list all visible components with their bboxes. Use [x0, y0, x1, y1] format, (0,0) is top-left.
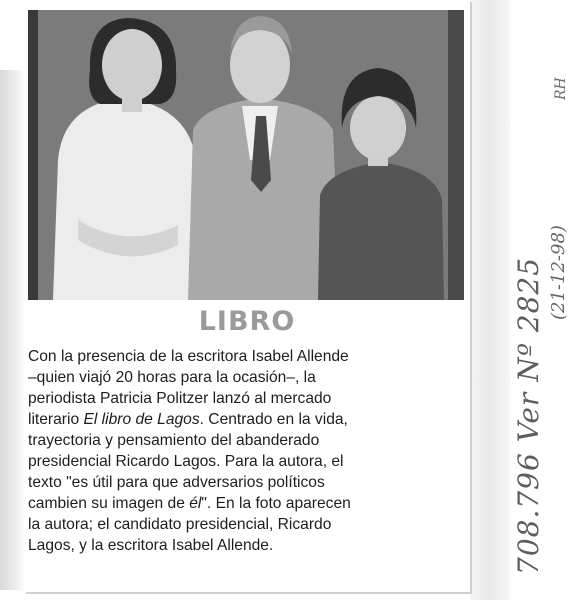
article-line	[28, 367, 466, 388]
person-left-dress	[53, 98, 200, 300]
newspaper-clipping	[24, 0, 470, 592]
article-line	[28, 514, 466, 535]
person-center-face	[230, 27, 290, 103]
article-text: –quien viajó 20 horas para la ocasión–, la	[28, 369, 316, 386]
article-body	[28, 346, 466, 556]
article-line	[28, 430, 466, 451]
person-right-face	[350, 96, 406, 160]
article-text: cambien su imagen de	[28, 495, 190, 512]
article-line	[28, 409, 466, 430]
article-line	[28, 388, 466, 409]
photo-backdrop-left	[28, 10, 38, 300]
headline: LIBRO	[198, 306, 296, 337]
photo-backdrop-right	[448, 10, 464, 300]
press-photo	[28, 10, 464, 300]
person-left-neck	[122, 96, 142, 112]
article-line	[28, 493, 466, 514]
handwritten-date: (21-12-98)	[548, 225, 569, 320]
article-text: trayectoria y pensamiento del abanderado	[28, 432, 320, 449]
article-line	[28, 535, 466, 556]
article-text: presidencial Ricardo Lagos. Para la autora, el	[28, 453, 344, 470]
handwritten-initials: RH	[553, 77, 569, 100]
person-right-neck	[368, 154, 388, 166]
article-text: literario	[28, 411, 84, 428]
article-text: texto "es útil para que adversarios políticos	[28, 474, 325, 491]
article-text: ". En la foto aparecen	[201, 495, 351, 512]
article-text: Lagos, y la escritora Isabel Allende.	[28, 537, 274, 554]
article-text: periodista Patricia Politzer lanzó al mercado	[28, 390, 332, 407]
handwritten-archive-number	[512, 257, 545, 575]
issue-note: Ver Nº 2825	[512, 256, 545, 443]
scan-edge-left	[0, 70, 26, 590]
article-text: Con la presencia de la escritora Isabel Allende	[28, 348, 349, 365]
scan-edge-right	[470, 0, 510, 600]
article-italic-text: El libro de Lagos	[83, 411, 200, 428]
article-line	[28, 346, 466, 367]
article-line	[28, 472, 466, 493]
press-photo-illustration	[28, 10, 464, 300]
archive-number: 708.796	[512, 452, 545, 575]
article-text: la autora; el candidato presidencial, Ricardo	[28, 516, 332, 533]
article-line	[28, 451, 466, 472]
article-text: . Centrado en la vida,	[199, 411, 348, 428]
person-right-outfit	[318, 162, 444, 300]
person-left-face	[102, 29, 162, 101]
article-italic-text: él	[189, 495, 202, 512]
